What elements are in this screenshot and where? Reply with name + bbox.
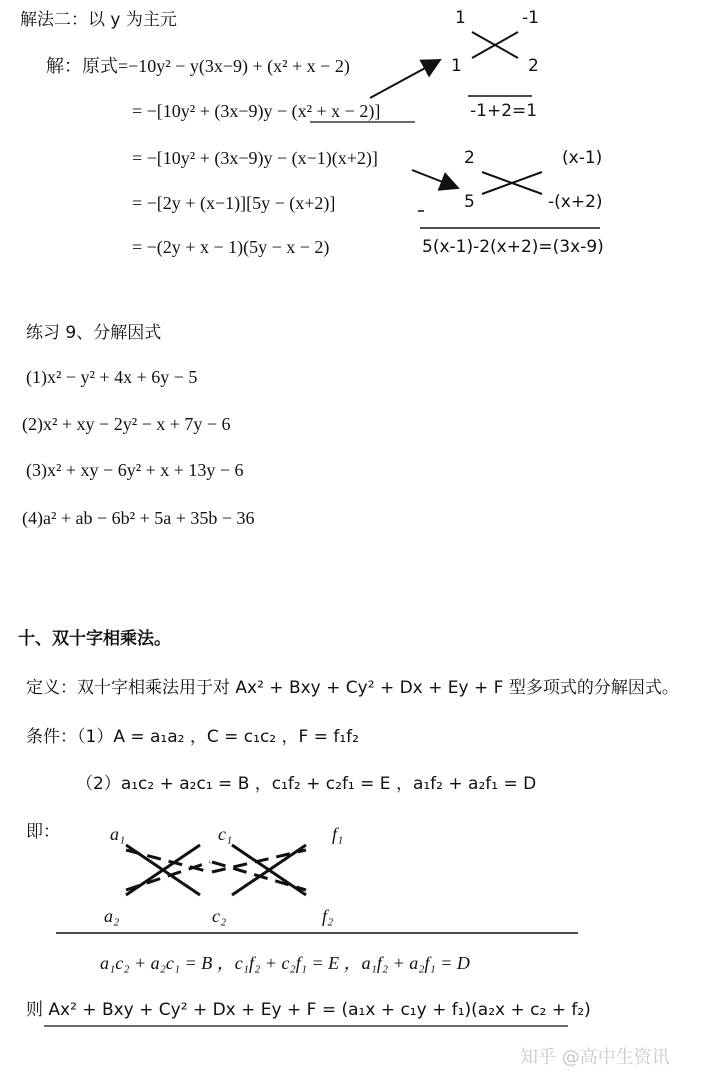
- cross2-sum: 5(x-1)-2(x+2)=(3x-9): [422, 237, 604, 257]
- double-cross-diagram: [126, 845, 306, 895]
- exercise-item-1: (1)x² − y² + 4x + 6y − 5: [26, 367, 198, 387]
- cross1-bottom-right: 2: [528, 56, 539, 76]
- cross2-top-left: 2: [464, 148, 475, 168]
- diagram-a1: a₁: [110, 824, 126, 844]
- exercise-item-2: (2)x² + xy − 2y² − x + 7y − 6: [22, 414, 231, 434]
- method2-line-2: = −[10y² + (3x−9)y − (x² + x − 2)]: [132, 101, 381, 121]
- arrow-to-cross2: [412, 170, 458, 188]
- diagram-c1: c₁: [218, 824, 233, 844]
- arrow-to-cross1: [370, 60, 440, 98]
- diagram-f2: f₂: [322, 906, 334, 926]
- method2-heading: 解法二：以 y 为主元: [20, 10, 177, 30]
- result-equation: 则 Ax² + Bxy + Cy² + Dx + Ey + F = (a₁x + c₁y + f₁)(a₂x + c₂ + f₂): [26, 1000, 591, 1020]
- condition-2: （2）a₁c₂ + a₂c₁ = B ，c₁f₂ + c₂f₁ = E ，a₁f₂ + a₂f₁ = D: [76, 774, 537, 794]
- cross1-top-left: 1: [455, 8, 466, 28]
- exercise-item-4: (4)a² + ab − 6b² + 5a + 35b − 36: [22, 508, 255, 528]
- ji-label: 即：: [26, 822, 60, 842]
- diagram-a2: a₂: [104, 906, 120, 926]
- section-title: 十、双十字相乘法。: [18, 629, 171, 649]
- method2-line-1: 解：原式=−10y² − y(3x−9) + (x² + x − 2): [46, 56, 350, 76]
- cross1-top-right: -1: [522, 8, 539, 28]
- diagram-f1: f₁: [332, 824, 344, 844]
- watermark: 知乎 @高中生资讯: [520, 1047, 670, 1068]
- condition-1: 条件：（1）A = a₁a₂ ，C = c₁c₂ ，F = f₁f₂: [26, 727, 359, 747]
- cross2-bottom-left: 5: [464, 192, 475, 212]
- cross1-bottom-left: 1: [451, 56, 462, 76]
- method2-line-3: = −[10y² + (3x−9)y − (x−1)(x+2)]: [132, 148, 378, 168]
- cross1-sum: -1+2=1: [470, 101, 538, 121]
- method2-line-5: = −(2y + x − 1)(5y − x − 2): [132, 237, 330, 257]
- diagram-c2: c₂: [212, 906, 227, 926]
- cross2-bottom-right: -(x+2): [548, 192, 603, 212]
- exercise-title: 练习 9、分解因式: [26, 323, 162, 343]
- definition-text: 定义：双十字相乘法用于对 Ax² + Bxy + Cy² + Dx + Ey + F 型多项式的分解因式。: [26, 678, 679, 698]
- cross2-top-right: (x-1): [562, 148, 603, 168]
- method2-line-4: = −[2y + (x−1)][5y − (x+2)]: [132, 193, 336, 213]
- diagram-below-equations: a₁c₂ + a₂c₁ = B ，c₁f₂ + c₂f₁ = E ，a₁f₂ + a₂f₁ = D: [100, 953, 470, 973]
- exercise-item-3: (3)x² + xy − 6y² + x + 13y − 6: [26, 460, 244, 480]
